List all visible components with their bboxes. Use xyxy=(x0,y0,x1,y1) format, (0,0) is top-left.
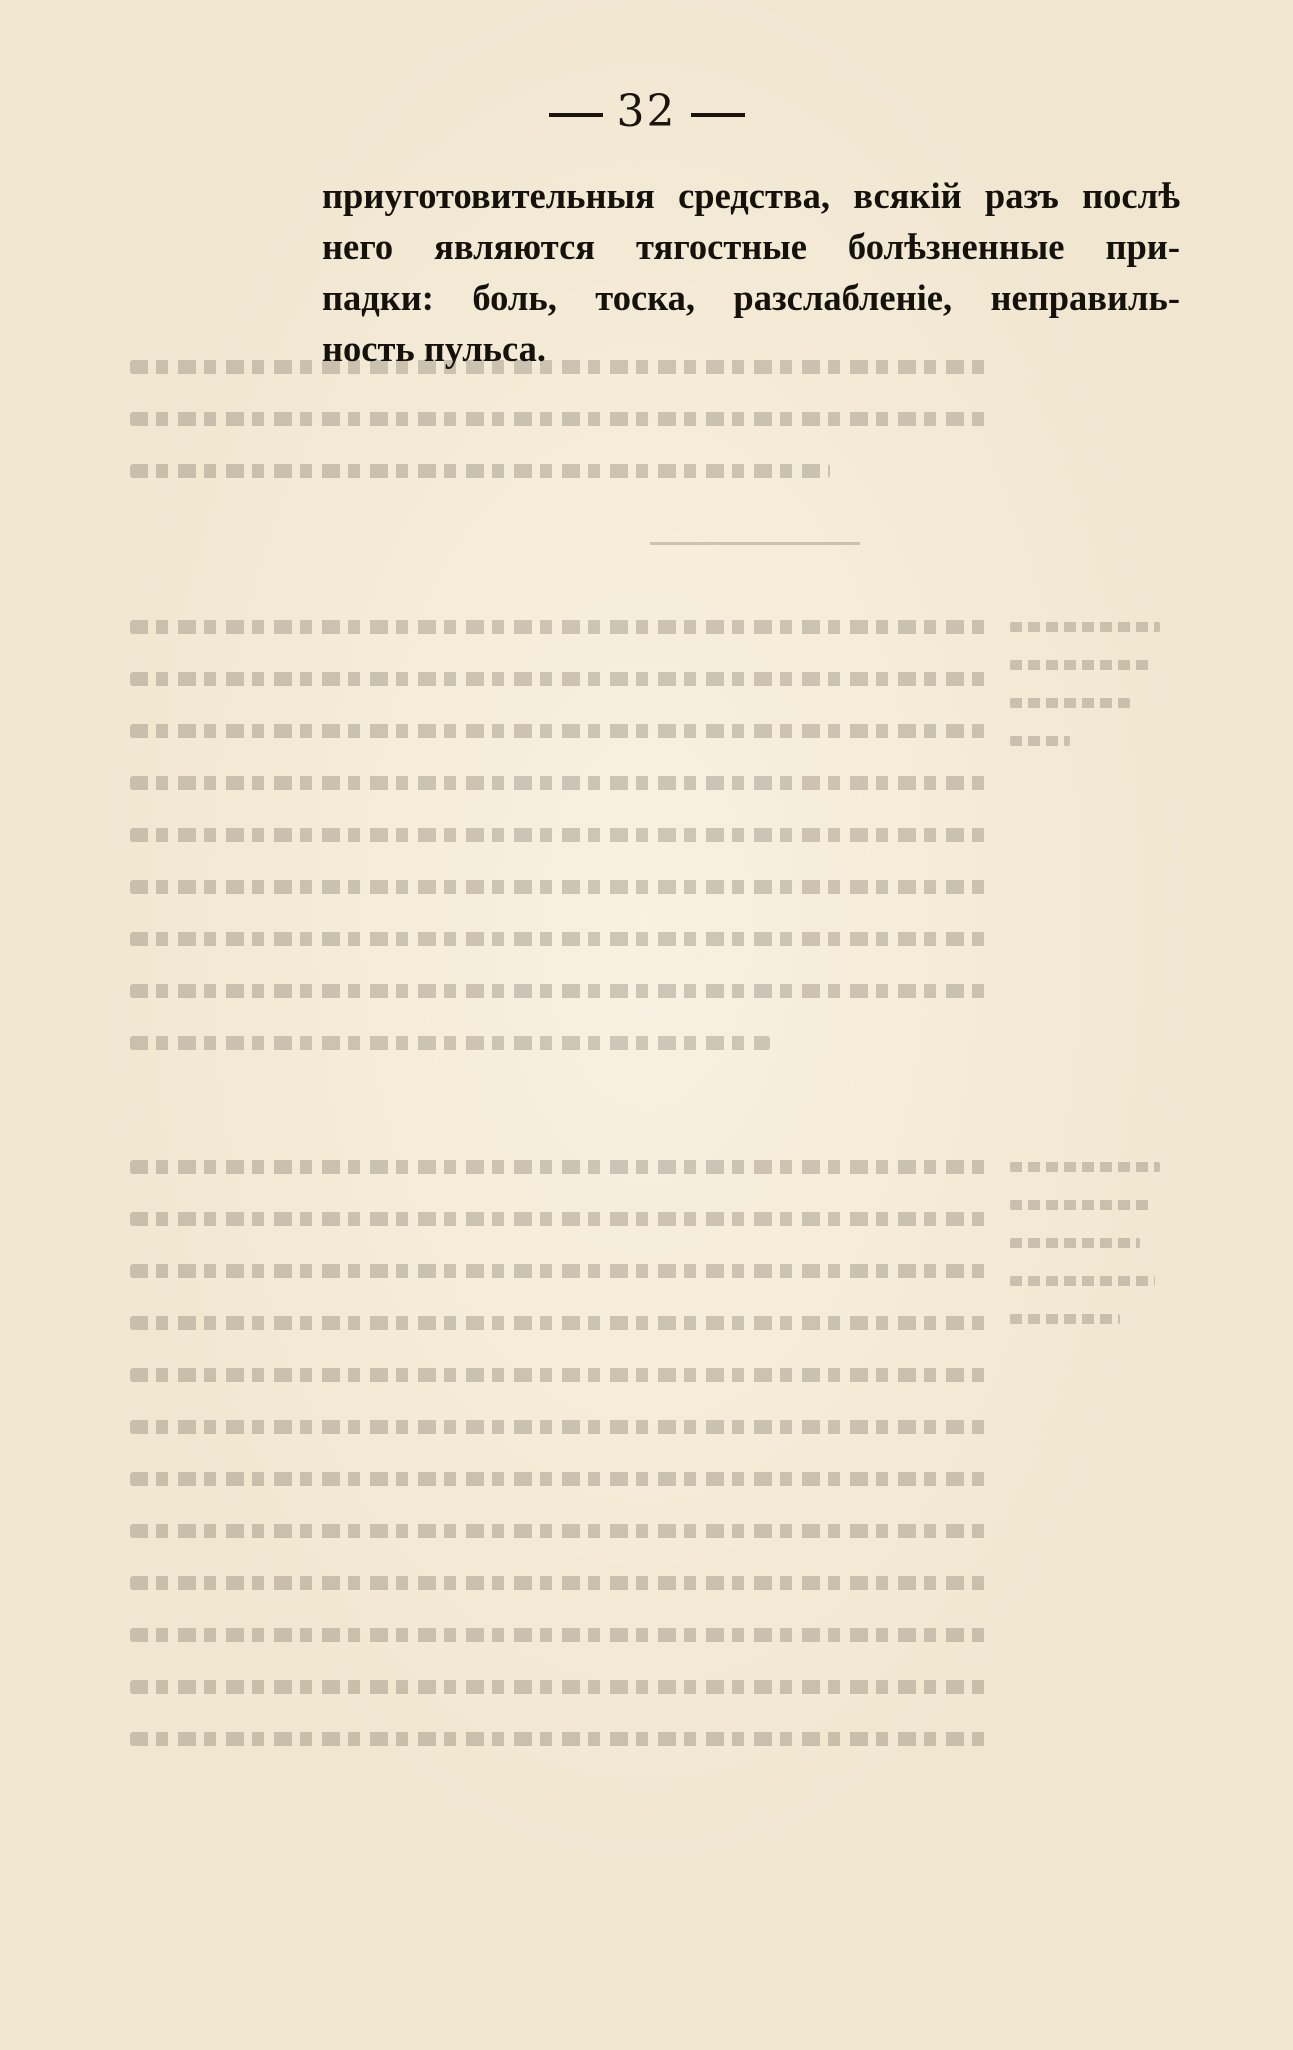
text-line: падки: боль, тоска, разслабленіе, неправиль- xyxy=(322,277,1180,318)
text-line: него являются тягостные болѣзненные при- xyxy=(322,226,1180,267)
page-number-value: 32 xyxy=(616,86,677,137)
page-number xyxy=(0,86,1293,137)
page-number-dash-left xyxy=(549,113,603,117)
reverse-side-show-through xyxy=(130,360,1180,1820)
text-line: приуготовительныя средства, всякій разъ послѣ xyxy=(322,175,1180,216)
text-line: ность пульса. xyxy=(322,328,547,369)
page-number-dash-right xyxy=(691,113,745,117)
body-text xyxy=(322,170,1180,374)
